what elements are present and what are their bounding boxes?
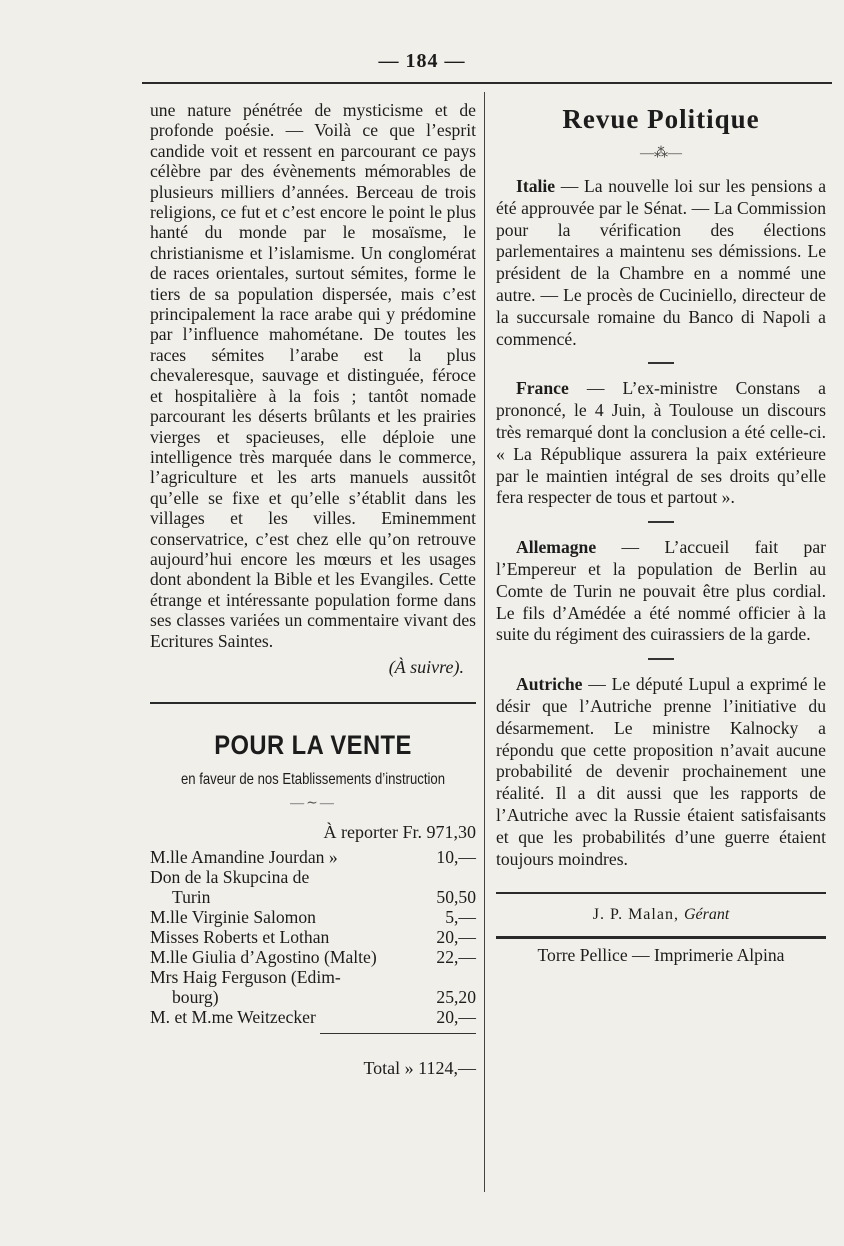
table-row	[150, 867, 476, 887]
column-divider	[484, 92, 485, 1192]
news-item-france	[496, 378, 826, 509]
donor-name: M.lle Virginie Salomon	[150, 906, 316, 927]
news-text: — La nouvelle loi sur les pensions a été approuvée par le Sénat. — La Commission pour la vérification des élections parlementaires a maintenu ses démissions. Le président de la Chambre en a nommé une autre. — Le procès de Cuciniello, directeur de la succursale romaine du Banco di Napoli a commencé.	[496, 176, 826, 349]
donation-amount	[406, 867, 476, 887]
right-column	[496, 100, 826, 966]
donations-table	[150, 847, 476, 1027]
a-suivre-note: (À suivre).	[388, 656, 464, 677]
news-text: — Le député Lupul a exprimé le désir que l’Autriche prenne l’initiative du désarmement. Le ministre Kalnocky a répondu que cette proposition n’avait aucune probabilité de devenir prochainement une réalité. Il a dit aussi que les rapports de l’Autriche avec la Russie étaient satisfaisants et que les probabilités d’une guerre étaient toujours moindres.	[496, 674, 826, 869]
page-number: — 184 —	[378, 50, 466, 72]
table-row	[150, 887, 476, 907]
gerant-rule	[496, 892, 826, 894]
donation-amount: 50,50	[436, 886, 476, 907]
gerant-line	[496, 906, 826, 924]
donation-amount: 10,—	[436, 846, 476, 867]
section-dash	[648, 362, 674, 364]
country-label: France	[516, 378, 569, 399]
section-dash	[648, 658, 674, 660]
total-rule	[320, 1033, 476, 1034]
article-continuation: une nature pénétrée de mysticisme et de profonde poésie. — Voilà ce que l’esprit candide voit et ressent en parcourant ce pays célèbre par des évènements mémorables de plusieurs milliers d’années. Berceau de trois religions, ce fut et c’est encore le point le plus hanté du monde par le mosaïsme, le christianisme et l’islamisme. Un conglomérat de races orientales, surtout sémites, forme le tiers de sa population dispersée, mais c’est principalement la race arabe qui y prédomine par l’influence mahométane. De toutes les races sémites l’arabe est la plus chevaleresque, sauvage et distinguée, féroce et hospitalière à la fois ; tantôt nomade parcourant les déserts brûlants et les prairies vierges et spacieuses, elle déploie une intelligence très marquée dans le commerce, l’agriculture et les arts manuels aussitôt qu’elle se fixe et qu’elle s’établit dans les villages et les villes. Eminemment conservatrice, c’est chez elle qu’on retrouve aujourd’hui encore les mœurs et les usages dont abondent la Bible et les Evangiles. Cette étrange et intéressante population forme dans ses classes variées un commentaire vivant des Ecritures Saintes.	[150, 100, 476, 651]
revue-title: Revue Politique	[562, 104, 760, 134]
table-row	[150, 927, 476, 947]
report-line: À reporter Fr. 971,30	[323, 821, 476, 842]
donor-name: bourg)	[172, 986, 219, 1007]
country-label: Allemagne	[516, 537, 597, 558]
total-line: Total » 1124,—	[363, 1057, 476, 1078]
ornament-divider: —⁂—	[640, 146, 682, 161]
donor-name: Turin	[172, 886, 211, 907]
section-rule	[150, 702, 476, 704]
donation-amount: 20,—	[436, 926, 476, 947]
donation-amount: 20,—	[436, 1006, 476, 1027]
imprimerie-rule	[496, 936, 826, 939]
country-label: Italie	[516, 176, 556, 196]
gerant-role: Gérant	[683, 906, 730, 924]
donation-amount: 22,—	[436, 946, 476, 967]
donor-name: Don de la Skupcina de	[150, 866, 310, 887]
news-item-italie	[496, 176, 826, 350]
vente-title: POUR LA VENTE	[214, 729, 412, 760]
news-text: — L’accueil fait par l’Empereur et la population de Berlin au Comte de Turin ne pouvait être plus cordial. Le fils d’Amédée a été nommé officier à la suite du régiment des cuirassiers de la garde.	[496, 537, 826, 645]
country-label: Autriche	[516, 674, 583, 695]
table-row	[150, 987, 476, 1007]
news-item-allemagne	[496, 537, 826, 646]
table-row	[150, 1007, 476, 1027]
imprimerie-line: Torre Pellice — Imprimerie Alpina	[537, 945, 785, 966]
ornament-divider: —∼—	[290, 795, 336, 811]
vente-subtitle: en faveur de nos Etablissements d’instruction	[180, 770, 445, 788]
table-row	[150, 847, 476, 867]
table-row	[150, 907, 476, 927]
donation-amount	[406, 967, 476, 987]
gerant-name: J. P. Malan,	[592, 906, 679, 924]
donation-amount: 5,—	[445, 906, 476, 927]
news-text: — L’ex-ministre Constans a prononcé, le 4 Juin, à Toulouse un discours très remarqué dont la conclusion a été celle-ci. « La République assurera la paix extérieure par le maintien intégral de ses droits qu’elle fera respecter de tous et partout ».	[496, 378, 826, 508]
news-item-autriche	[496, 674, 826, 870]
donor-name: M.lle Giulia d’Agostino (Malte)	[150, 946, 377, 967]
donor-name: M. et M.me Weitzecker	[150, 1006, 316, 1027]
donor-name: Misses Roberts et Lothan	[150, 926, 330, 947]
table-row	[150, 947, 476, 967]
donation-amount: 25,20	[436, 986, 476, 1007]
table-row	[150, 967, 476, 987]
donor-name: M.lle Amandine Jourdan »	[150, 846, 338, 867]
top-rule	[142, 82, 832, 84]
donor-name: Mrs Haig Ferguson (Edim-	[150, 966, 341, 987]
section-dash	[648, 521, 674, 523]
left-column	[150, 100, 476, 1079]
